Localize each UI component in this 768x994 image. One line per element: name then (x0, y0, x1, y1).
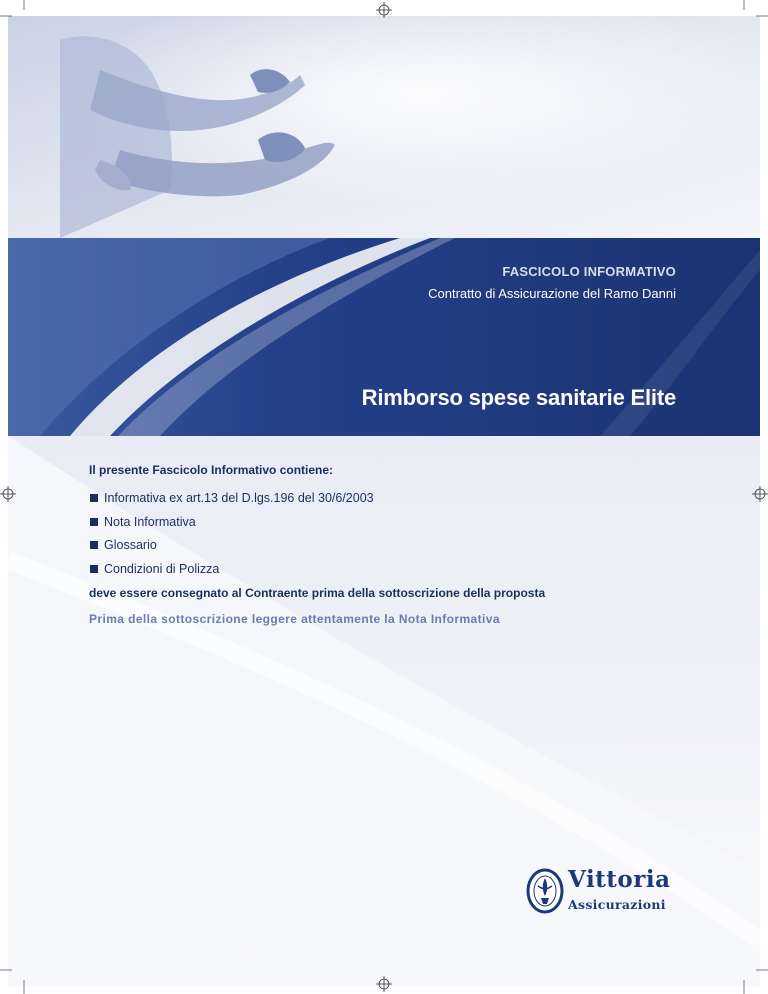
registration-mark-top (376, 2, 392, 18)
product-title: Rimborso spese sanitarie Elite (361, 385, 676, 410)
list-item-label: Glossario (104, 538, 157, 552)
list-item (89, 515, 545, 539)
brand-subtitle: Assicurazioni (568, 897, 666, 912)
list-item (89, 491, 545, 515)
delivery-notice: deve essere consegnato al Contraente prima della sottoscrizione della proposta (89, 586, 546, 600)
list-item-label: Nota Informativa (104, 514, 196, 529)
square-bullet-icon (90, 494, 98, 502)
reading-advice: Prima della sottoscrizione leggere attentamente la Nota Informativa (89, 612, 500, 626)
seal-icon (526, 868, 564, 914)
contents-heading: Il presente Fascicolo Informativo contiene: (89, 463, 334, 477)
brand-name: Vittoria (568, 866, 671, 893)
contents-section (89, 463, 545, 626)
list-item (89, 562, 545, 586)
list-item-label: Condizioni di Polizza (104, 561, 220, 576)
list-item (89, 538, 545, 562)
meditation-photo (8, 16, 760, 238)
list-item-label: Informativa ex art.13 del D.lgs.196 del 30/6/2003 (104, 491, 374, 505)
document-subtitle: Contratto di Assicurazione del Ramo Danni (428, 286, 676, 301)
banner-header (428, 264, 676, 301)
square-bullet-icon (90, 565, 98, 573)
vittoria-logo (526, 866, 686, 916)
contents-list (89, 491, 545, 585)
document-label: FASCICOLO INFORMATIVO (502, 264, 676, 279)
square-bullet-icon (90, 541, 98, 549)
square-bullet-icon (90, 518, 98, 526)
